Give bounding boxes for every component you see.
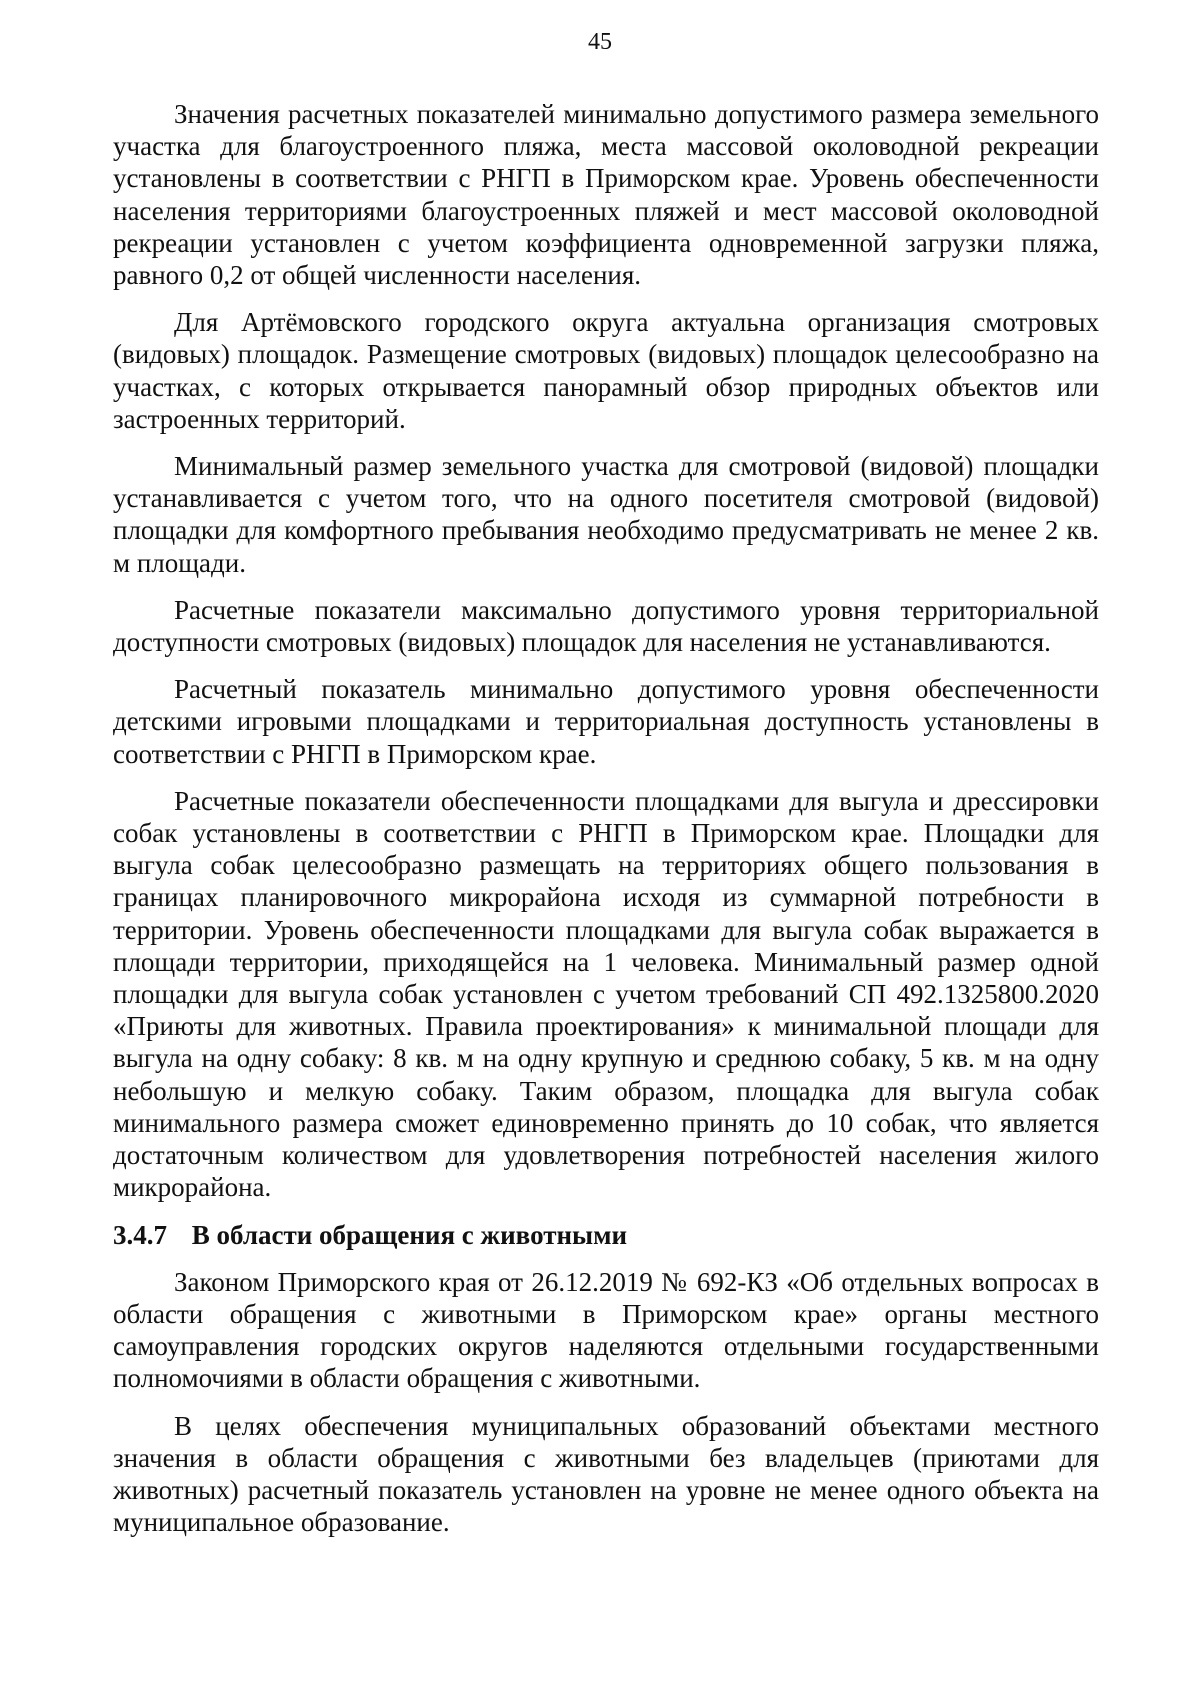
paragraph-beach-indicators: Значения расчетных показателей минимально допустимого размера земельного участка для благоустроенного пляжа, места массовой околоводной рекреации установлены в соответствии с РНГП в Приморском крае. Уровень обеспеченности населения территориями благоустроенных пляжей и мест массовой околоводной рекреации установлен с учетом коэффициента одновременной загрузки пляжа, равного 0,2 от общей численности населения.	[113, 99, 1099, 291]
paragraph-playgrounds: Расчетный показатель минимально допустимого уровня обеспеченности детскими игровыми площадками и территориальная доступность установлены в соответствии с РНГП в Приморском крае.	[113, 674, 1099, 769]
paragraph-viewing-platforms: Для Артёмовского городского округа актуальна организация смотровых (видовых) площадок. Размещение смотровых (видовых) площадок целесообразно на участках, с которых открывается панорамный обзор природных объектов или застроенных территорий.	[113, 307, 1099, 434]
paragraph-animal-shelters: В целях обеспечения муниципальных образований объектами местного значения в области обращения с животными без владельцев (приютами для животных) расчетный показатель установлен на уровне не менее одного объекта на муниципальное образование.	[113, 1410, 1099, 1538]
section-title: В области обращения с животными	[191, 1219, 628, 1250]
paragraph-animal-law: Законом Приморского края от 26.12.2019 № 692-КЗ «Об отдельных вопросах в области обращения с животными в Приморском крае» органы местного самоуправления городских округов наделяются отдельными государственными полномочиями в области обращения с животными.	[113, 1266, 1099, 1394]
section-number: 3.4.7	[113, 1219, 167, 1250]
paragraph-dog-areas: Расчетные показатели обеспеченности площадками для выгула и дрессировки собак установлены в соответствии с РНГП в Приморском крае. Площадки для выгула собак целесообразно размещать на территориях общего пользования в границах планировочного микрорайона исходя из суммарной потребности в территории. Уровень обеспеченности площадками для выгула собак выражается в площади территории, приходящейся на 1 человека. Минимальный размер одной площадки для выгула собак установлен с учетом требований СП 492.1325800.2020 «Приюты для животных. Правила проектирования» к минимальной площади для выгула на одну собаку: 8 кв. м на одну крупную и среднюю собаку, 5 кв. м на одну небольшую и мелкую собаку. Таким образом, площадка для выгула собак минимального размера сможет единовременно принять до 10 собак, что является достаточным количеством для удовлетворения потребностей населения жилого микрорайона.	[113, 785, 1099, 1203]
document-body	[113, 98, 1099, 1553]
paragraph-platform-accessibility: Расчетные показатели максимально допустимого уровня территориальной доступности смотровых (видовых) площадок для населения не устанавливаются.	[113, 594, 1099, 658]
page-number: 45	[588, 29, 612, 55]
section-heading	[113, 1219, 1099, 1251]
paragraph-platform-min-size: Минимальный размер земельного участка для смотровой (видовой) площадки устанавливается с учетом того, что на одного посетителя смотровой (видовой) площадки для комфортного пребывания необходимо предусматривать не менее 2 кв. м площади.	[113, 451, 1099, 578]
